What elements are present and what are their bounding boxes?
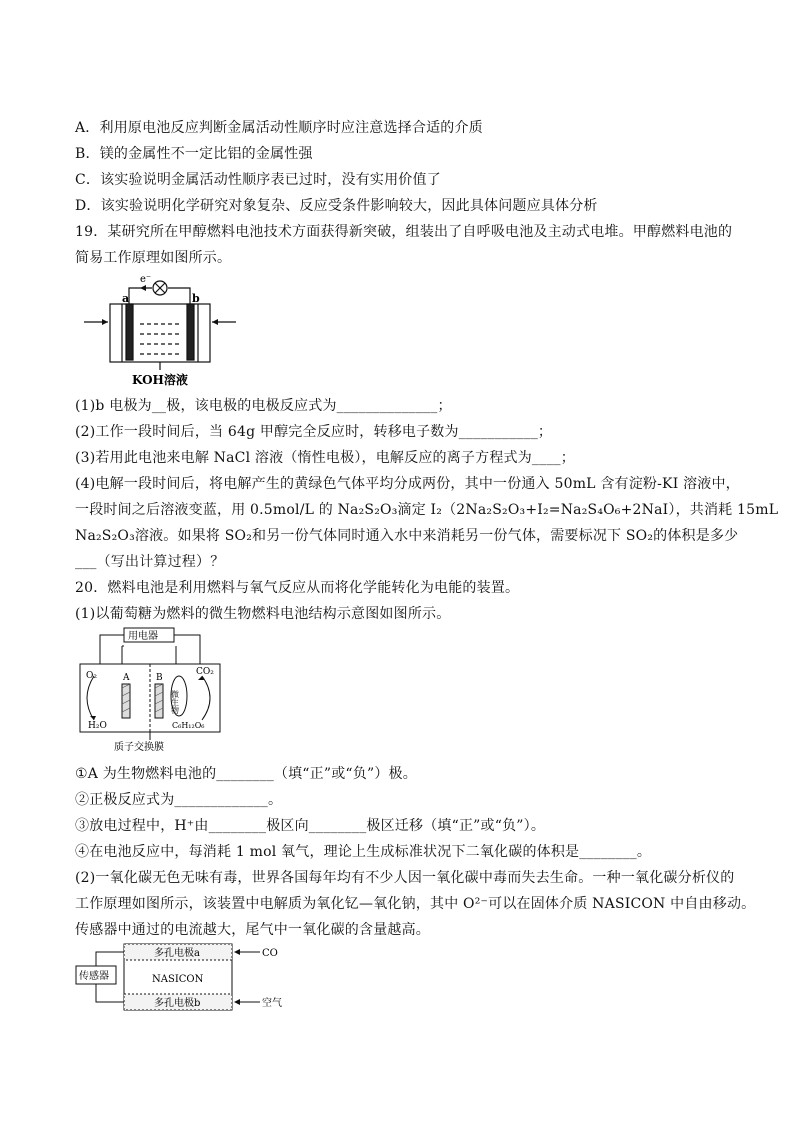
q20-sub-3: ③放电过程中，H⁺由________极区向________极区迁移（填“正”或“负”）。	[75, 818, 546, 834]
electrode-a-label: a	[122, 292, 130, 305]
option-c: C．该实验说明金属活动性顺序表已过时，没有实用价值了	[75, 172, 441, 188]
q20-part-2-line-2: 工作原理如图所示，该装置中电解质为氧化钇—氧化钠，其中 O²⁻可以在固体介质 NASICON 中自由移动。	[75, 896, 756, 912]
q19-part-2: (2)工作一段时间后，当 64g 甲醇完全反应时，转移电子数为___________；	[75, 424, 553, 440]
electrode-b-label: 多孔电极b	[154, 998, 201, 1009]
device-label: 用电器	[128, 631, 158, 642]
microbe-label: 微生物	[170, 690, 180, 714]
electrode-b-label: B	[156, 673, 163, 683]
sensor-label: 传感器	[79, 971, 109, 982]
q20-stem: 20．燃料电池是利用燃料与氧气反应从而将化学能转化为电能的装置。	[75, 580, 520, 596]
q19-part-3: (3)若用此电池来电解 NaCl 溶液（惰性电极），电解反应的离子方程式为____；	[75, 450, 575, 466]
co-label: CO	[262, 948, 278, 959]
electrode-a-label: 多孔电极a	[154, 948, 200, 959]
o2-label: O₂	[86, 671, 97, 681]
q19-stem-1: 19．某研究所在甲醇燃料电池技术方面获得新突破，组装出了自呼吸电池及主动式电堆。甲醇燃料电池的	[75, 224, 733, 240]
air-label: 空气	[262, 998, 282, 1009]
q20-sub-4: ④在电池反应中，每消耗 1 mol 氧气，理论上生成标准状况下二氧化碳的体积是________。	[75, 844, 652, 860]
q19-stem-2: 简易工作原理如图所示。	[75, 250, 232, 266]
electrode-b-label: b	[192, 292, 200, 305]
q19-part-4-line-4: ___（写出计算过程）？	[75, 554, 225, 570]
q20-sub-2: ②正极反应式为_____________。	[75, 792, 283, 808]
membrane-label: 质子交换膜	[114, 742, 164, 753]
q19-part-4-line-1: (4)电解一段时间后，将电解产生的黄绿色气体平均分成两份，其中一份通入 50mL 含有淀粉-KI 溶液中，	[75, 476, 740, 492]
q19-part-1: (1)b 电极为__极，该电极的电极反应式为______________；	[75, 398, 452, 414]
figure-microbial-fuel-cell	[78, 626, 228, 760]
figure-co-analyzer	[74, 942, 284, 1014]
h2o-label: H₂O	[88, 721, 107, 731]
option-a: A．利用原电池反应判断金属活动性顺序时应注意选择合适的介质	[75, 120, 483, 136]
figure-methanol-fuel-cell	[80, 272, 240, 388]
co2-label: CO₂	[196, 667, 214, 677]
q20-part-2-line-3: 传感器中通过的电流越大，尾气中一氧化碳的含量越高。	[75, 922, 430, 938]
koh-solution-label: KOH溶液	[132, 373, 188, 387]
option-d: D．该实验说明化学研究对象复杂、反应受条件影响较大，因此具体问题应具体分析	[75, 198, 598, 214]
option-b: B．镁的金属性不一定比铝的金属性强	[75, 146, 313, 162]
q20-part-1-stem: (1)以葡萄糖为燃料的微生物燃料电池结构示意图如图所示。	[75, 606, 451, 622]
electron-label: e⁻	[140, 274, 152, 285]
nasicon-label: NASICON	[152, 974, 204, 985]
q19-part-4-line-2: 一段时间之后溶液变蓝，用 0.5mol/L 的 Na₂S₂O₃滴定 I₂（2Na₂S₂O₃+I₂=Na₂S₄O₆+2NaI），共消耗 15mL	[75, 502, 779, 518]
q20-sub-1: ①A 为生物燃料电池的________（填“正”或“负”）极。	[75, 766, 417, 782]
q20-part-2-line-1: (2)一氧化碳无色无味有毒，世界各国每年均有不少人因一氧化碳中毒而失去生命。一种一氧化碳分析仪的	[75, 870, 735, 886]
glucose-label: C₆H₁₂O₆	[172, 721, 205, 730]
q19-part-4-line-3: Na₂S₂O₃溶液。如果将 SO₂和另一份气体同时通入水中来消耗另一份气体，需要标况下 SO₂的体积是多少	[75, 528, 739, 544]
electrode-a-label: A	[123, 673, 130, 683]
